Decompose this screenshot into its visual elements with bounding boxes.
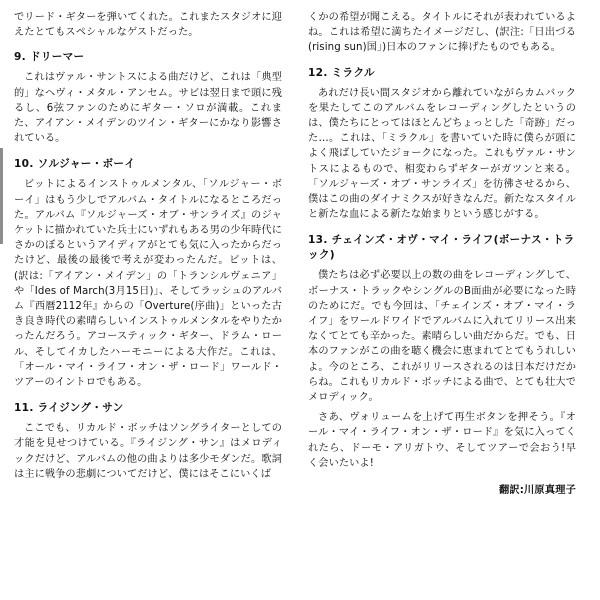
left-column — [14, 10, 282, 592]
section-heading-rising-sun: 11. ライジング・サン — [14, 402, 124, 415]
section-body-miracle: あれだけ長い間スタジオから離れていながらカムバックを果たしてこのアルバムをレコーディングしたというのは、僕たちにとってはほとんどちょっとした「奇跡」だった…。これは、「ミラクル」を書いていた時に僕らが頭によく飛ばしていたジョークになった。これもヴァル・サントスによるもので、相変わらずギターがガツンと来る。「ソルジャーズ・オブ・サンライズ」を彷彿させるから、僕はこの曲のダイナミクスが好きなんだ。新たなスタイルと新たな血による新たな始まりという感じがする。 — [308, 87, 576, 221]
section-heading-dreamer: 9. ドリーマー — [14, 51, 85, 64]
section-body-dreamer: これはヴァル・サントスによる曲だけど、これは「典型的」なヘヴィ・メタル・アンセム。サビは翌日まで頭に残るし、6弦ファンのためにギター・ソロが満載。これまた、アイアン・メイデンのツイン・ギターにかなり影響されている。 — [14, 72, 282, 145]
paragraph-continuation-right: くかの希望が聞こえる。タイトルにそれが表われているよね。これは希望に満ちたイメージだし、(訳注:「日出づる(rising sun)国」)日本のファンに捧げたものでもある。 — [308, 12, 576, 54]
right-column — [308, 10, 576, 592]
translator-credit: 翻訳:川原真理子 — [499, 485, 576, 497]
section-heading-miracle: 12. ミラクル — [308, 66, 375, 79]
two-column-layout — [14, 10, 586, 592]
section-closing-paragraph: さあ、ヴォリュームを上げて再生ボタンを押そう。『オール・マイ・ライフ・オン・ザ・ロード』を気に入ってくれたら、ドーモ・アリガトウ、そしてツアーで会おう!早く会いたいよ! — [308, 412, 576, 469]
section-heading-soldier-boy: 10. ソルジャー・ボーイ — [14, 158, 136, 171]
section-body-chains-of-my-life: 僕たちは必ず必要以上の数の曲をレコーディングして、ボーナス・トラックやシングルのB面曲が必要になった時のためにだ。でも今回は、「チェインズ・オブ・マイ・ライフ」をワールドワイドでアルバムに入れてリリース出来なくてとても辛かった。素晴らしい曲だからだ。でも、日本のファンがこの曲を聴く機会に恵まれてとてもうれしいよ。今のところ、これがリリースされるのは日本だけだからね。これもリカルド・ボッチによる曲で、とても壮大でメロディック。 — [308, 270, 576, 404]
page-edge-mark — [0, 148, 3, 244]
paragraph-continuation: でリード・ギターを弾いてくれた。これまたスタジオに迎えたとてもスペシャルなゲストだった。 — [14, 12, 282, 39]
section-heading-chains-of-my-life: 13. チェインズ・オヴ・マイ・ライフ(ボーナス・トラック) — [308, 234, 575, 262]
section-body-soldier-boy: ビットによるインストゥルメンタル、「ソルジャー・ボーイ」はもう少しでアルバム・タイトルになるところだった。アルバム『ソルジャーズ・オブ・サンライズ』のジャケットに描かれていた兵士にいずれもある男の少年時代にさかのぼるというアイディアがとても気に入ったからだったけど、最後の最後で考えが変わったんだ。ビットは、(訳は:「アイアン・メイデン」の「トランシルヴェニア」や「Ides of March(3月15日)」、そしてラッシュのアルバム『西暦2112年』からの「Overture(序曲)」といった古き良き時代の素晴らしいインストゥルメンタルをやりたかったんだろう。アコースティック・ギター、ドラム・ロール、そしてイカしたハーモニーによる大作だ。これは、「オール・マイ・ライフ・オン・ザ・ロード」ワールド・ツアーのイントロでもある。 — [14, 179, 282, 389]
section-body-rising-sun: ここでも、リカルド・ボッチはソングライターとしての才能を見せつけている。『ライジング・サン』はメロディックだけど、アルバムの他の曲よりは多少モダンだ。歌詞は主に戦争の悲劇についてだけど、僕にはそこにいくば — [14, 423, 282, 480]
